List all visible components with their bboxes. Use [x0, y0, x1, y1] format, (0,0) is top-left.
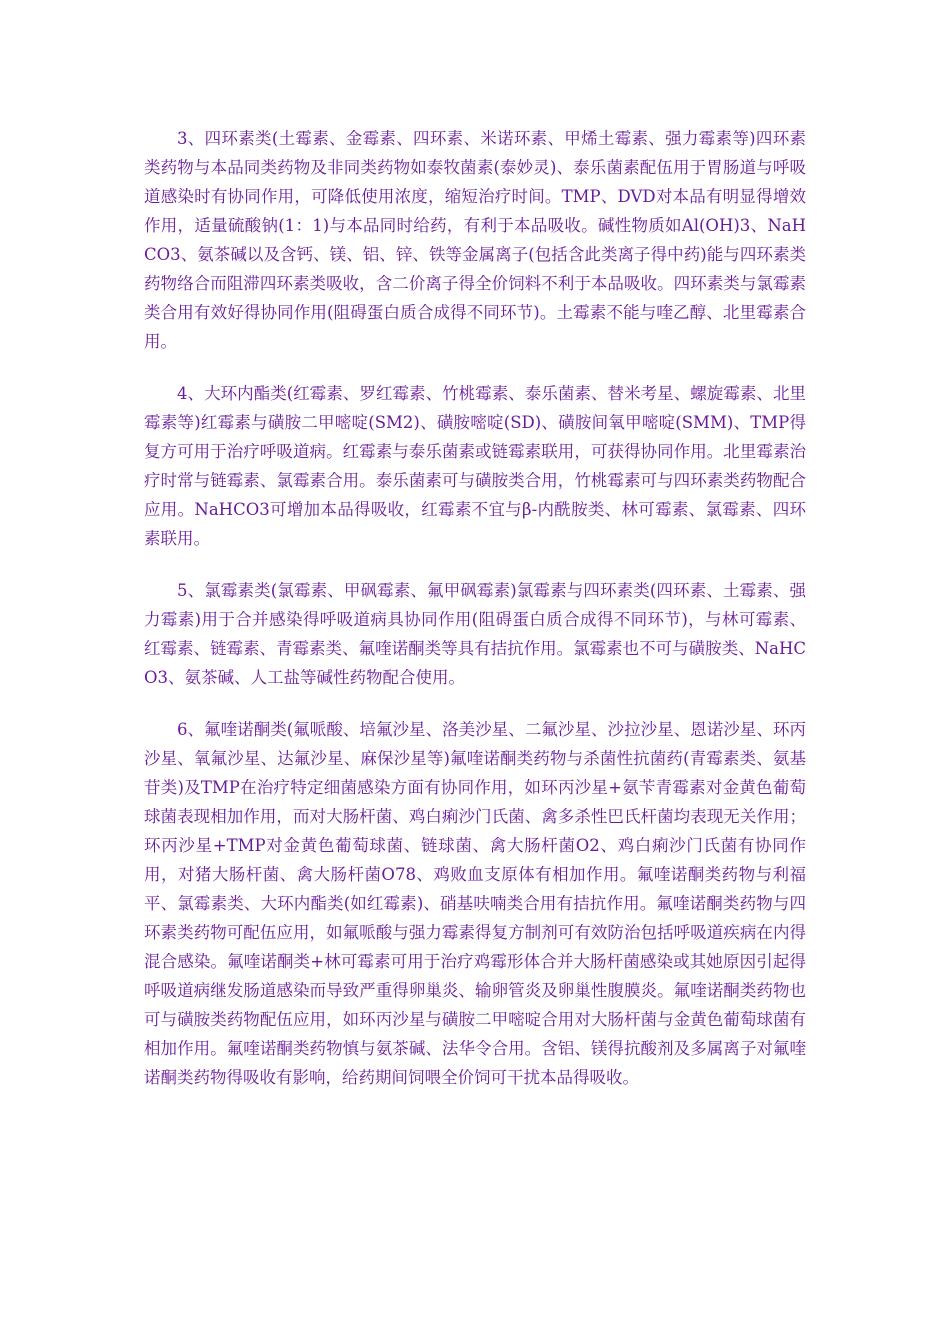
paragraph-fluoroquinolones: 6、氟喹诺酮类(氟哌酸、培氟沙星、洛美沙星、二氟沙星、沙拉沙星、恩诺沙星、环丙沙星、氧氟沙星、达氟沙星、麻保沙星等)氟喹诺酮类药物与杀菌性抗菌药(青霉素类、氨基苷类)及TMP在治疗特定细菌感染方面有协同作用，如环丙沙星+氨苄青霉素对金黄色葡萄球菌表现相加作用，而对大肠杆菌、鸡白痢沙门氏菌、禽多杀性巴氏杆菌均表现无关作用；环丙沙星+TMP对金黄色葡萄球菌、链球菌、禽大肠杆菌O2、鸡白痢沙门氏菌有协同作用，对猪大肠杆菌、禽大肠杆菌O78、鸡败血支原体有相加作用。氟喹诺酮类药物与利福平、氯霉素类、大环内酯类(如红霉素)、硝基呋喃类合用有拮抗作用。氟喹诺酮类药物与四环素类药物可配伍应用，如氟哌酸与强力霉素得复方制剂可有效防治包括呼吸道疾病在内得混合感染。氟喹诺酮类+林可霉素可用于治疗鸡霉形体合并大肠杆菌感染或其她原因引起得呼吸道病继发肠道感染而导致严重得卵巢炎、输卵管炎及卵巢性腹膜炎。氟喹诺酮类药物也可与磺胺类药物配伍应用，如环丙沙星与磺胺二甲嘧啶合用对大肠杆菌与金黄色葡萄球菌有相加作用。氟喹诺酮类药物慎与氨茶碱、法华令合用。含铝、镁得抗酸剂及多属离子对氟喹诺酮类药物得吸收有影响，给药期间饲喂全价饲可干扰本品得吸收。	[144, 720, 806, 1087]
document-body	[144, 124, 806, 1115]
paragraph-tetracyclines: 3、四环素类(土霉素、金霉素、四环素、米诺环素、甲烯土霉素、强力霉素等)四环素类药物与本品同类药物及非同类药物如泰牧菌素(泰妙灵)、泰乐菌素配伍用于胃肠道与呼吸道感染时有协同作用，可降低使用浓度，缩短治疗时间。TMP、DVD对本品有明显得增效作用，适量硫酸钠(1：1)与本品同时给药，有利于本品吸收。碱性物质如Al(OH)3、NaHCO3、氨茶碱以及含钙、镁、铝、锌、铁等金属离子(包括含此类离子得中药)能与四环素类药物络合而阻滞四环素类吸收，含二价离子得全价饲料不利于本品吸收。四环素类与氯霉素类合用有效好得协同作用(阻碍蛋白质合成得不同环节)。土霉素不能与喹乙醇、北里霉素合用。	[144, 129, 806, 351]
paragraph-macrolides: 4、大环内酯类(红霉素、罗红霉素、竹桃霉素、泰乐菌素、替米考星、螺旋霉素、北里霉素等)红霉素与磺胺二甲嘧啶(SM2)、磺胺嘧啶(SD)、磺胺间氧甲嘧啶(SMM)、TMP得复方可用于治疗呼吸道病。红霉素与泰乐菌素或链霉素联用，可获得协同作用。北里霉素治疗时常与链霉素、氯霉素合用。泰乐菌素可与磺胺类合用，竹桃霉素可与四环素类药物配合应用。NaHCO3可增加本品得吸收，红霉素不宜与β-内酰胺类、林可霉素、氯霉素、四环素联用。	[144, 384, 806, 548]
paragraph-chloramphenicols: 5、氯霉素类(氯霉素、甲砜霉素、氟甲砜霉素)氯霉素与四环素类(四环素、土霉素、强力霉素)用于合并感染得呼吸道病具协同作用(阻碍蛋白质合成得不同环节)，与林可霉素、红霉素、链霉素、青霉素类、氟喹诺酮类等具有拮抗作用。氯霉素也不可与磺胺类、NaHCO3、氨茶碱、人工盐等碱性药物配合使用。	[144, 581, 806, 687]
